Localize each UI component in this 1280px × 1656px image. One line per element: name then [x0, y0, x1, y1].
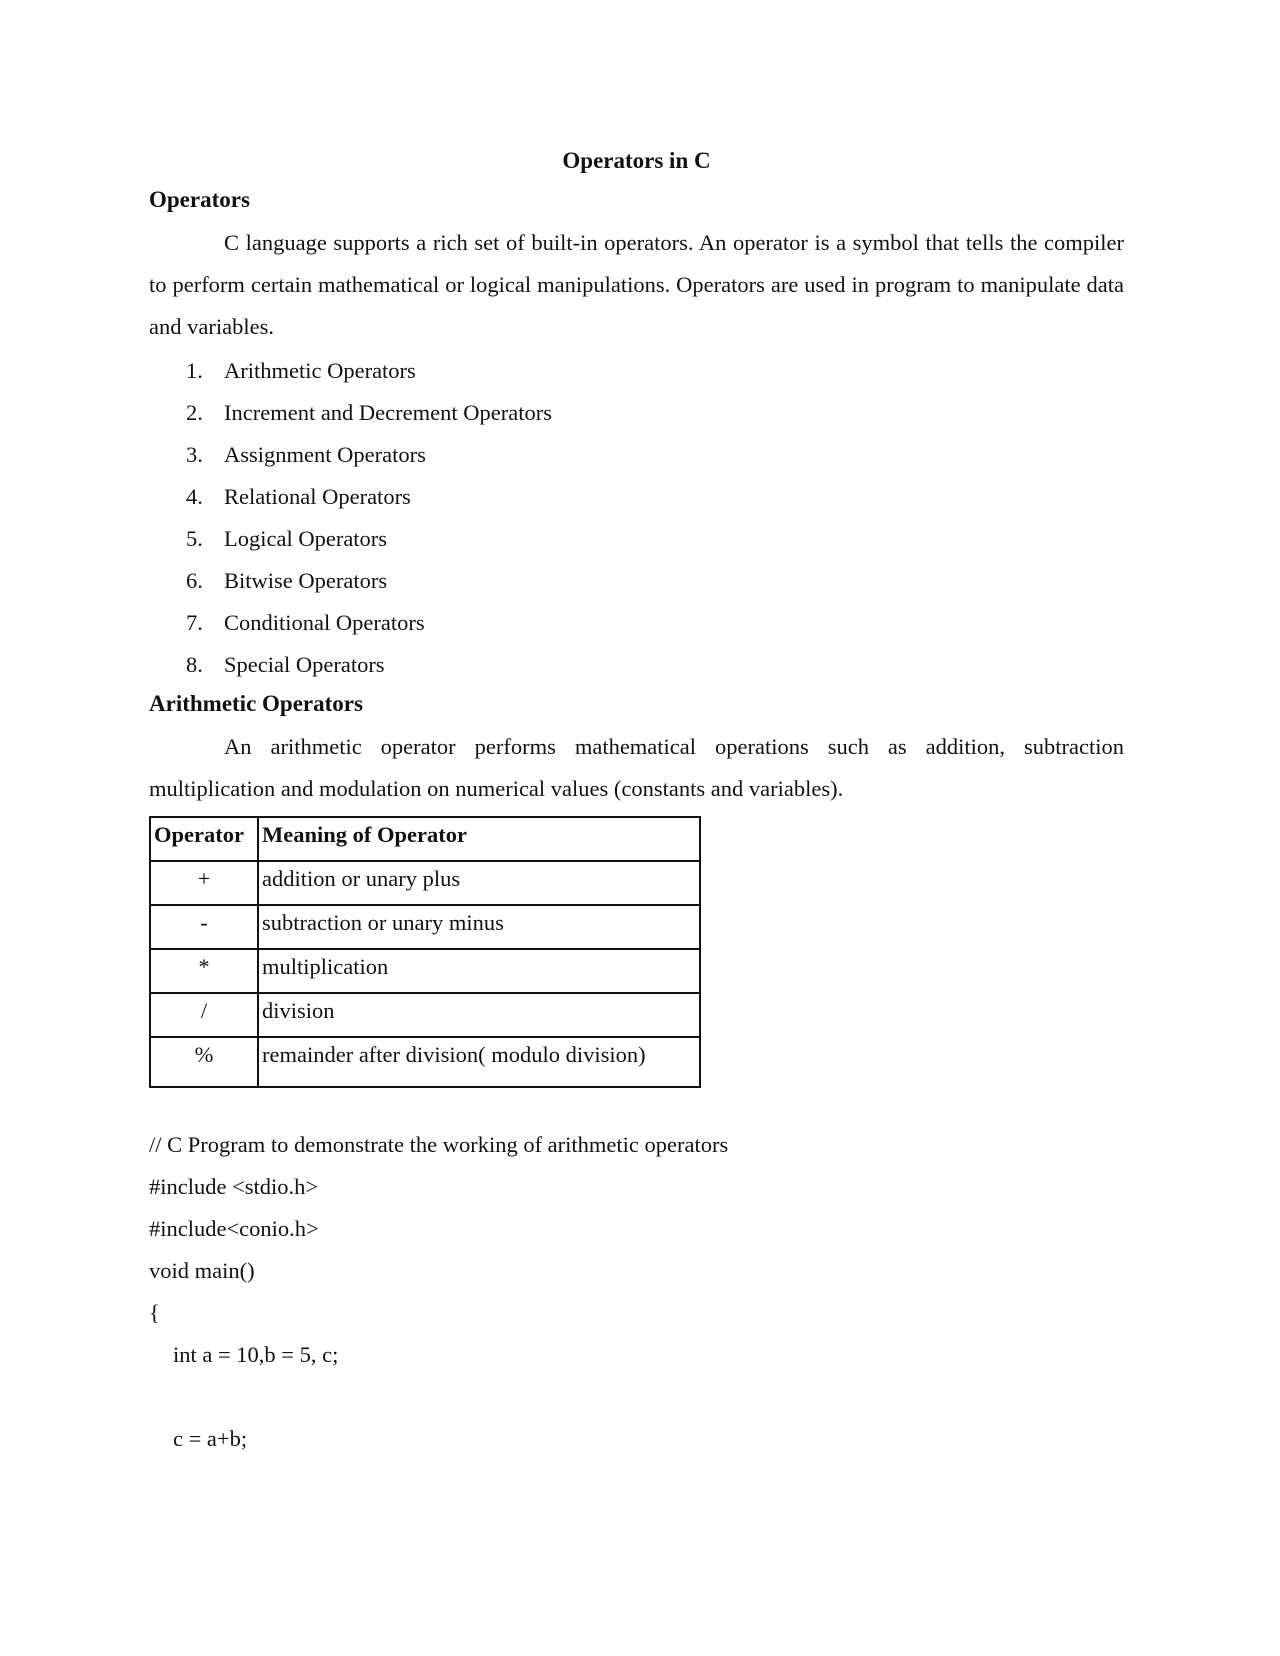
operator-cell: % — [150, 1037, 258, 1087]
arithmetic-paragraph — [149, 726, 1124, 810]
code-line: { — [149, 1300, 160, 1325]
code-line: #include <stdio.h> — [149, 1174, 319, 1199]
list-label: Conditional Operators — [224, 610, 425, 635]
arithmetic-operators-table — [149, 816, 701, 1088]
intro-paragraph-text: C language supports a rich set of built-in operators. An operator is a symbol that tells the compiler to perform certain mathematical or logical manipulations. Operators are used in program to manipulate data and variables. — [149, 230, 1124, 339]
table-header-row — [150, 817, 700, 861]
meaning-cell: subtraction or unary minus — [258, 905, 700, 949]
column-header-meaning: Meaning of Operator — [258, 817, 700, 861]
list-label: Special Operators — [224, 652, 385, 677]
meaning-cell: division — [258, 993, 700, 1037]
column-header-operator: Operator — [150, 817, 258, 861]
code-line: c = a+b; — [173, 1426, 248, 1451]
table-row — [150, 1037, 700, 1087]
list-label: Logical Operators — [224, 526, 388, 551]
table-row — [150, 861, 700, 905]
intro-paragraph — [149, 222, 1124, 348]
code-line: void main() — [149, 1258, 255, 1283]
list-number: 2. — [186, 400, 203, 425]
code-line — [149, 1376, 728, 1418]
list-number: 7. — [186, 610, 203, 635]
list-number: 5. — [186, 526, 203, 551]
operator-cell: / — [150, 993, 258, 1037]
list-number: 3. — [186, 442, 203, 467]
list-number: 4. — [186, 484, 203, 509]
document-title: Operators in C — [562, 148, 711, 173]
section-heading-arithmetic: Arithmetic Operators — [149, 691, 363, 716]
code-line: #include<conio.h> — [149, 1216, 319, 1241]
code-line: int a = 10,b = 5, c; — [173, 1342, 339, 1367]
list-number: 8. — [186, 652, 203, 677]
list-number: 6. — [186, 568, 203, 593]
operator-cell: * — [150, 949, 258, 993]
table-row — [150, 949, 700, 993]
table-row — [150, 993, 700, 1037]
meaning-cell: multiplication — [258, 949, 700, 993]
code-line: // C Program to demonstrate the working of arithmetic operators — [149, 1132, 729, 1157]
list-label: Bitwise Operators — [224, 568, 388, 593]
section-heading-operators: Operators — [149, 187, 250, 212]
code-listing — [149, 1124, 728, 1460]
table-row — [150, 905, 700, 949]
list-label: Increment and Decrement Operators — [224, 400, 552, 425]
arithmetic-paragraph-text: An arithmetic operator performs mathematical operations such as addition, subtraction multiplication and modulation on numerical values (constants and variables). — [149, 734, 1124, 801]
list-label: Arithmetic Operators — [224, 358, 416, 383]
operator-cell: - — [150, 905, 258, 949]
list-label: Relational Operators — [224, 484, 411, 509]
meaning-cell: remainder after division( modulo division) — [258, 1037, 700, 1087]
operator-cell: + — [150, 861, 258, 905]
list-number: 1. — [186, 358, 203, 383]
list-label: Assignment Operators — [224, 442, 426, 467]
meaning-cell: addition or unary plus — [258, 861, 700, 905]
